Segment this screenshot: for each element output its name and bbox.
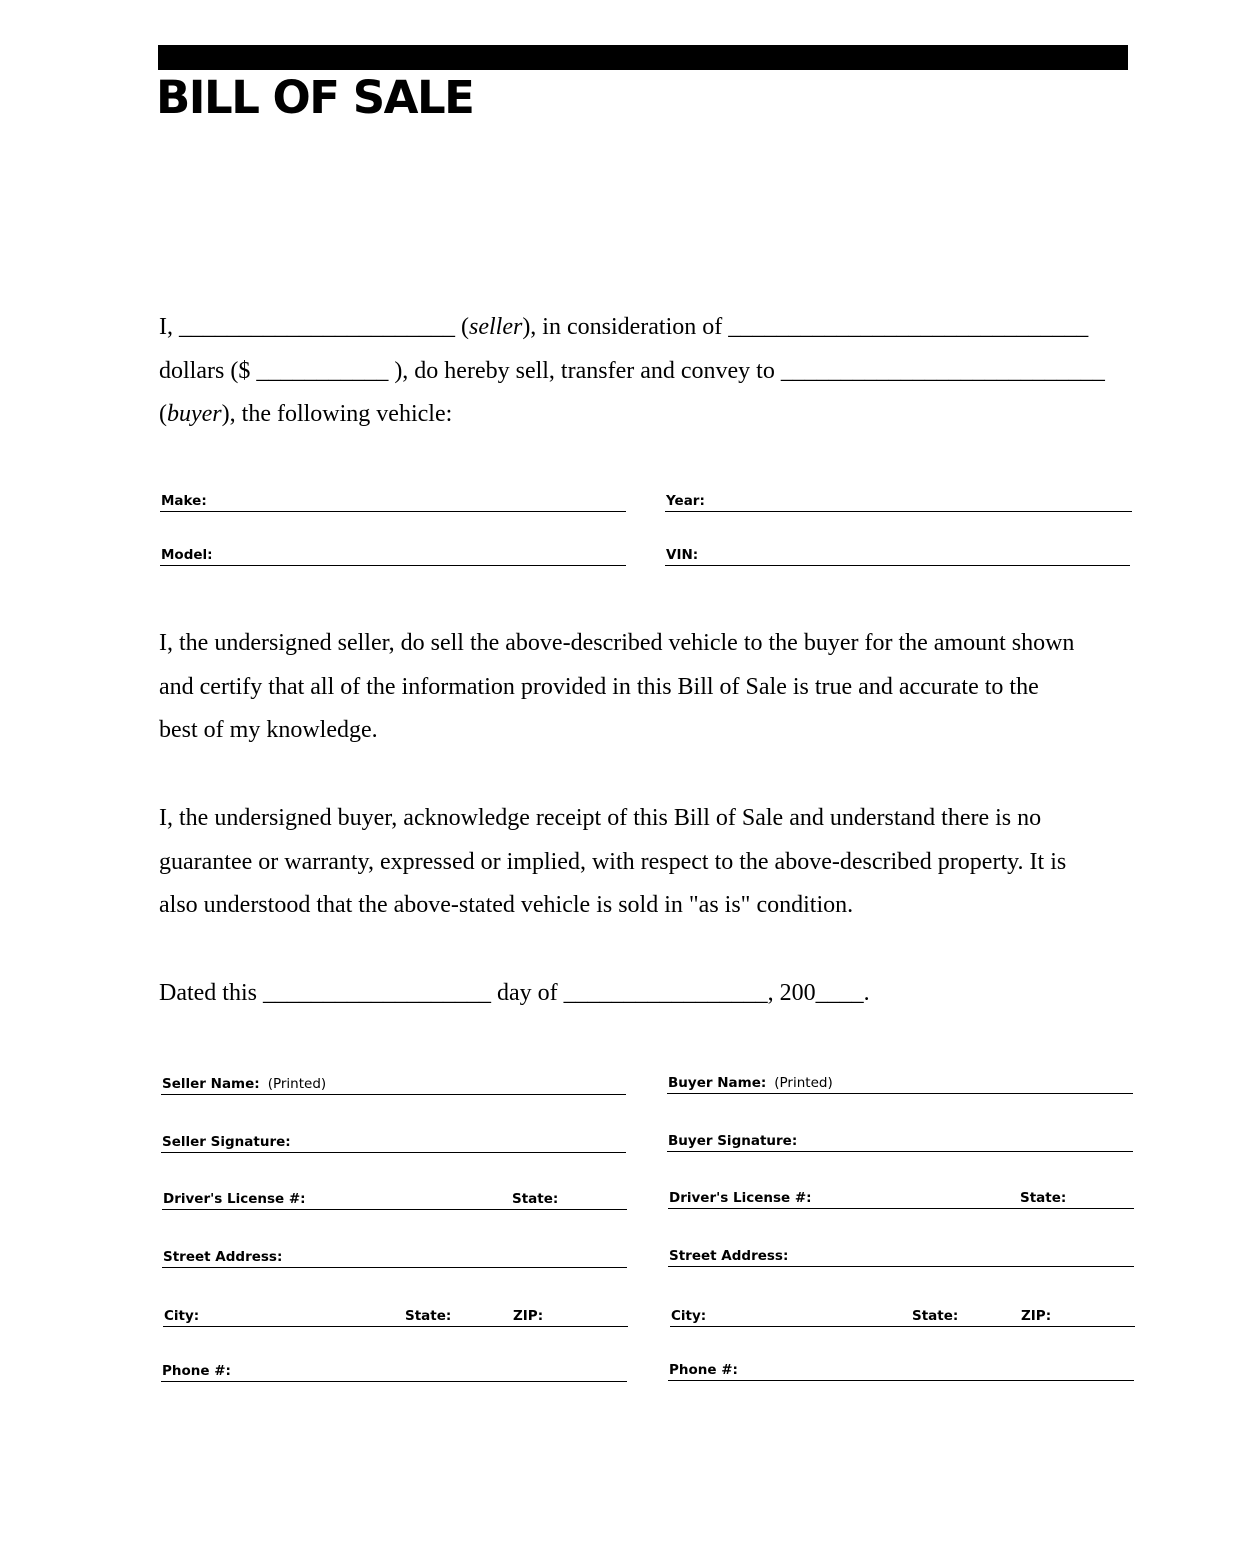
- vin-label: VIN:: [666, 547, 699, 563]
- model-field[interactable]: [160, 543, 626, 566]
- intro-line-1: I, _______________________ (seller), in consideration of ______________________________: [159, 314, 1089, 340]
- seller-name-label: Seller Name:: [162, 1076, 260, 1092]
- buyer-city-field[interactable]: [670, 1304, 1135, 1327]
- buyer-name-note: (Printed): [774, 1075, 833, 1091]
- buyer-zip-label: ZIP:: [1021, 1308, 1052, 1324]
- header-rule: [158, 45, 1128, 70]
- buyer-name-field[interactable]: [667, 1071, 1133, 1094]
- seller-signature-field[interactable]: [161, 1130, 626, 1153]
- seller-license-state-label: State:: [512, 1191, 559, 1207]
- buyer-word: buyer: [167, 401, 222, 427]
- intro-line-3: (buyer), the following vehicle:: [159, 401, 453, 427]
- buyer-city-label: City:: [671, 1308, 707, 1324]
- seller-certification: I, the undersigned seller, do sell the above-described vehicle to the buyer for the amount shown and certify that all of the information provided in this Bill of Sale is true and accurate to the best of my knowledge.: [159, 630, 1075, 743]
- document-title: BILL OF SALE: [156, 71, 474, 124]
- seller-signature-label: Seller Signature:: [162, 1134, 291, 1150]
- buyer-signature-field[interactable]: [667, 1129, 1133, 1152]
- buyer-state-label: State:: [912, 1308, 959, 1324]
- make-field[interactable]: [160, 489, 626, 512]
- buyer-name-label: Buyer Name:: [668, 1075, 767, 1091]
- seller-word: seller: [468, 314, 523, 340]
- year-label: Year:: [666, 493, 705, 509]
- buyer-acknowledgement: I, the undersigned buyer, acknowledge receipt of this Bill of Sale and understand there is no guarantee or warranty, expressed or implied, with respect to the above-described property. It is also understood that the above-stated vehicle is sold in "as is" condition.: [159, 805, 1067, 918]
- intro-paragraph: [159, 306, 1149, 437]
- seller-license-label: Driver's License #:: [163, 1191, 306, 1207]
- seller-license-field[interactable]: [162, 1187, 627, 1210]
- buyer-phone-field[interactable]: [668, 1358, 1134, 1381]
- make-label: Make:: [161, 493, 207, 509]
- year-field[interactable]: [665, 489, 1132, 512]
- seller-phone-field[interactable]: [161, 1359, 627, 1382]
- buyer-street-field[interactable]: [668, 1244, 1134, 1267]
- buyer-license-field[interactable]: [668, 1186, 1134, 1209]
- seller-street-label: Street Address:: [163, 1249, 283, 1265]
- dated-line: Dated this ___________________ day of _________________, 200____.: [159, 980, 870, 1006]
- model-label: Model:: [161, 547, 213, 563]
- buyer-license-label: Driver's License #:: [669, 1190, 812, 1206]
- intro-line-2: dollars ($ ___________ ), do hereby sell, transfer and convey to ___________________________: [159, 357, 1105, 384]
- seller-phone-label: Phone #:: [162, 1363, 231, 1379]
- seller-state-label: State:: [405, 1308, 452, 1324]
- seller-name-field[interactable]: [161, 1072, 626, 1095]
- buyer-street-label: Street Address:: [669, 1248, 789, 1264]
- vin-field[interactable]: [665, 543, 1130, 566]
- buyer-license-state-label: State:: [1020, 1190, 1067, 1206]
- buyer-signature-label: Buyer Signature:: [668, 1133, 798, 1149]
- seller-city-field[interactable]: [163, 1304, 628, 1327]
- seller-name-note: (Printed): [267, 1076, 327, 1092]
- seller-city-label: City:: [164, 1308, 200, 1324]
- seller-street-field[interactable]: [162, 1245, 627, 1268]
- buyer-phone-label: Phone #:: [669, 1362, 738, 1378]
- seller-zip-label: ZIP:: [513, 1308, 544, 1324]
